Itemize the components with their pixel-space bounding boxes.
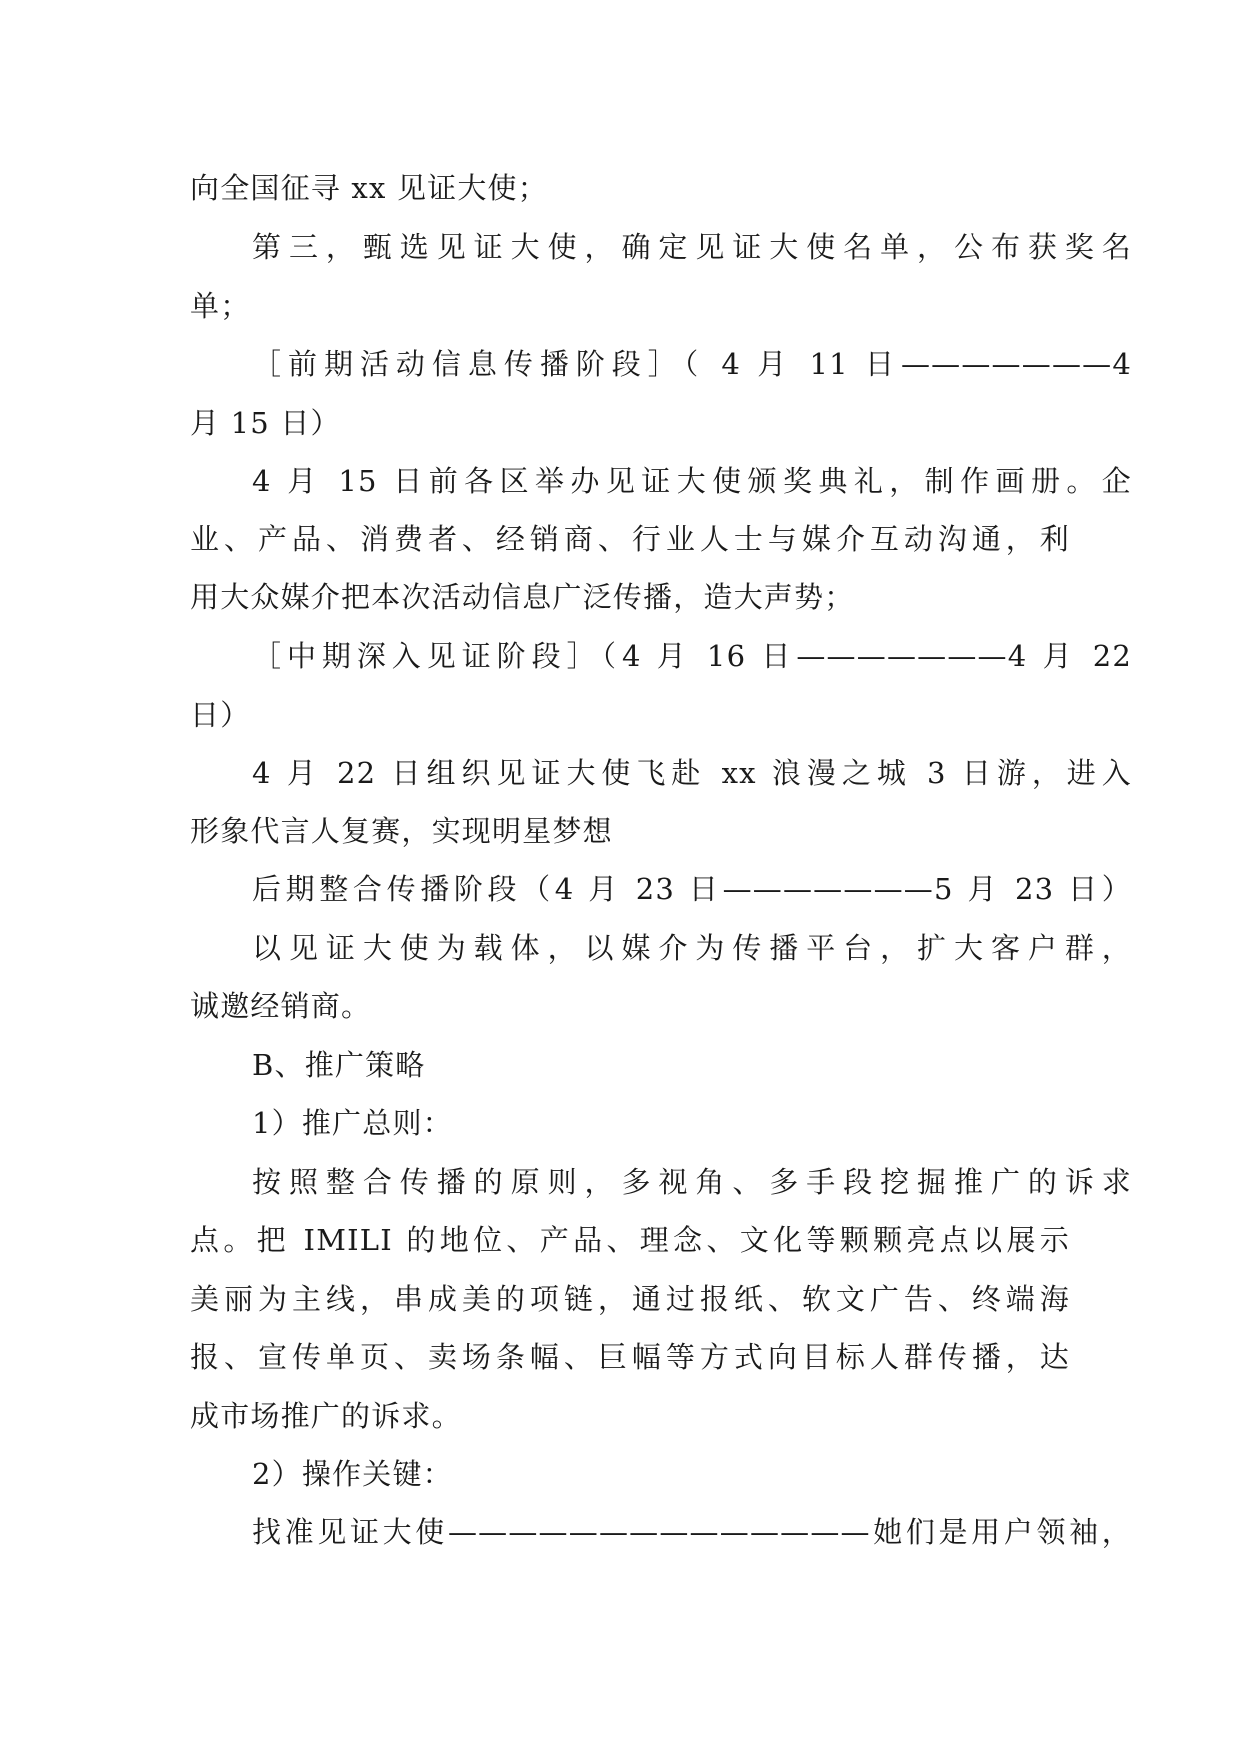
text-line: 月 15 日）	[190, 406, 341, 440]
text-line: 单；	[190, 289, 251, 323]
text-line: 以见证大使为载体，以媒介为传播平台，扩大客户群，	[252, 931, 1132, 965]
text-line: 4 月 22 日组织见证大使飞赴 xx 浪漫之城 3 日游，进入	[252, 756, 1132, 790]
text-line: ［前期活动信息传播阶段］（ 4 月 11 日———————4	[252, 347, 1132, 381]
section-heading: B、推广策略	[252, 1048, 426, 1082]
text-line: 美丽为主线，串成美的项链，通过报纸、软文广告、终端海	[190, 1282, 1070, 1316]
text-line: 找准见证大使——————————————她们是用户领袖，	[252, 1515, 1132, 1549]
text-line: 后期整合传播阶段（4 月 23 日———————5 月 23 日）	[252, 872, 1132, 906]
text-line: 业、产品、消费者、经销商、行业人士与媒介互动沟通，利	[190, 522, 1070, 556]
subsection-heading: 1）推广总则：	[252, 1106, 453, 1140]
text-line: 报、宣传单页、卖场条幅、巨幅等方式向目标人群传播，达	[190, 1340, 1070, 1374]
text-line: 第三，甄选见证大使，确定见证大使名单，公布获奖名	[252, 230, 1132, 264]
text-line: 点。把 IMILI 的地位、产品、理念、文化等颗颗亮点以展示	[190, 1223, 1070, 1257]
text-line: ［中期深入见证阶段］（4 月 16 日———————4 月 22	[252, 639, 1132, 673]
text-line: 向全国征寻 xx 见证大使；	[190, 171, 548, 205]
text-line: 形象代言人复赛，实现明星梦想	[190, 814, 613, 848]
text-line: 日）	[190, 698, 251, 732]
text-line: 按照整合传播的原则，多视角、多手段挖掘推广的诉求	[252, 1165, 1132, 1199]
text-line: 用大众媒介把本次活动信息广泛传播，造大声势；	[190, 580, 855, 614]
text-line: 诚邀经销商。	[190, 989, 372, 1023]
text-line: 4 月 15 日前各区举办见证大使颁奖典礼，制作画册。企	[252, 464, 1132, 498]
subsection-heading: 2）操作关键：	[252, 1457, 453, 1491]
text-line: 成市场推广的诉求。	[190, 1399, 462, 1433]
